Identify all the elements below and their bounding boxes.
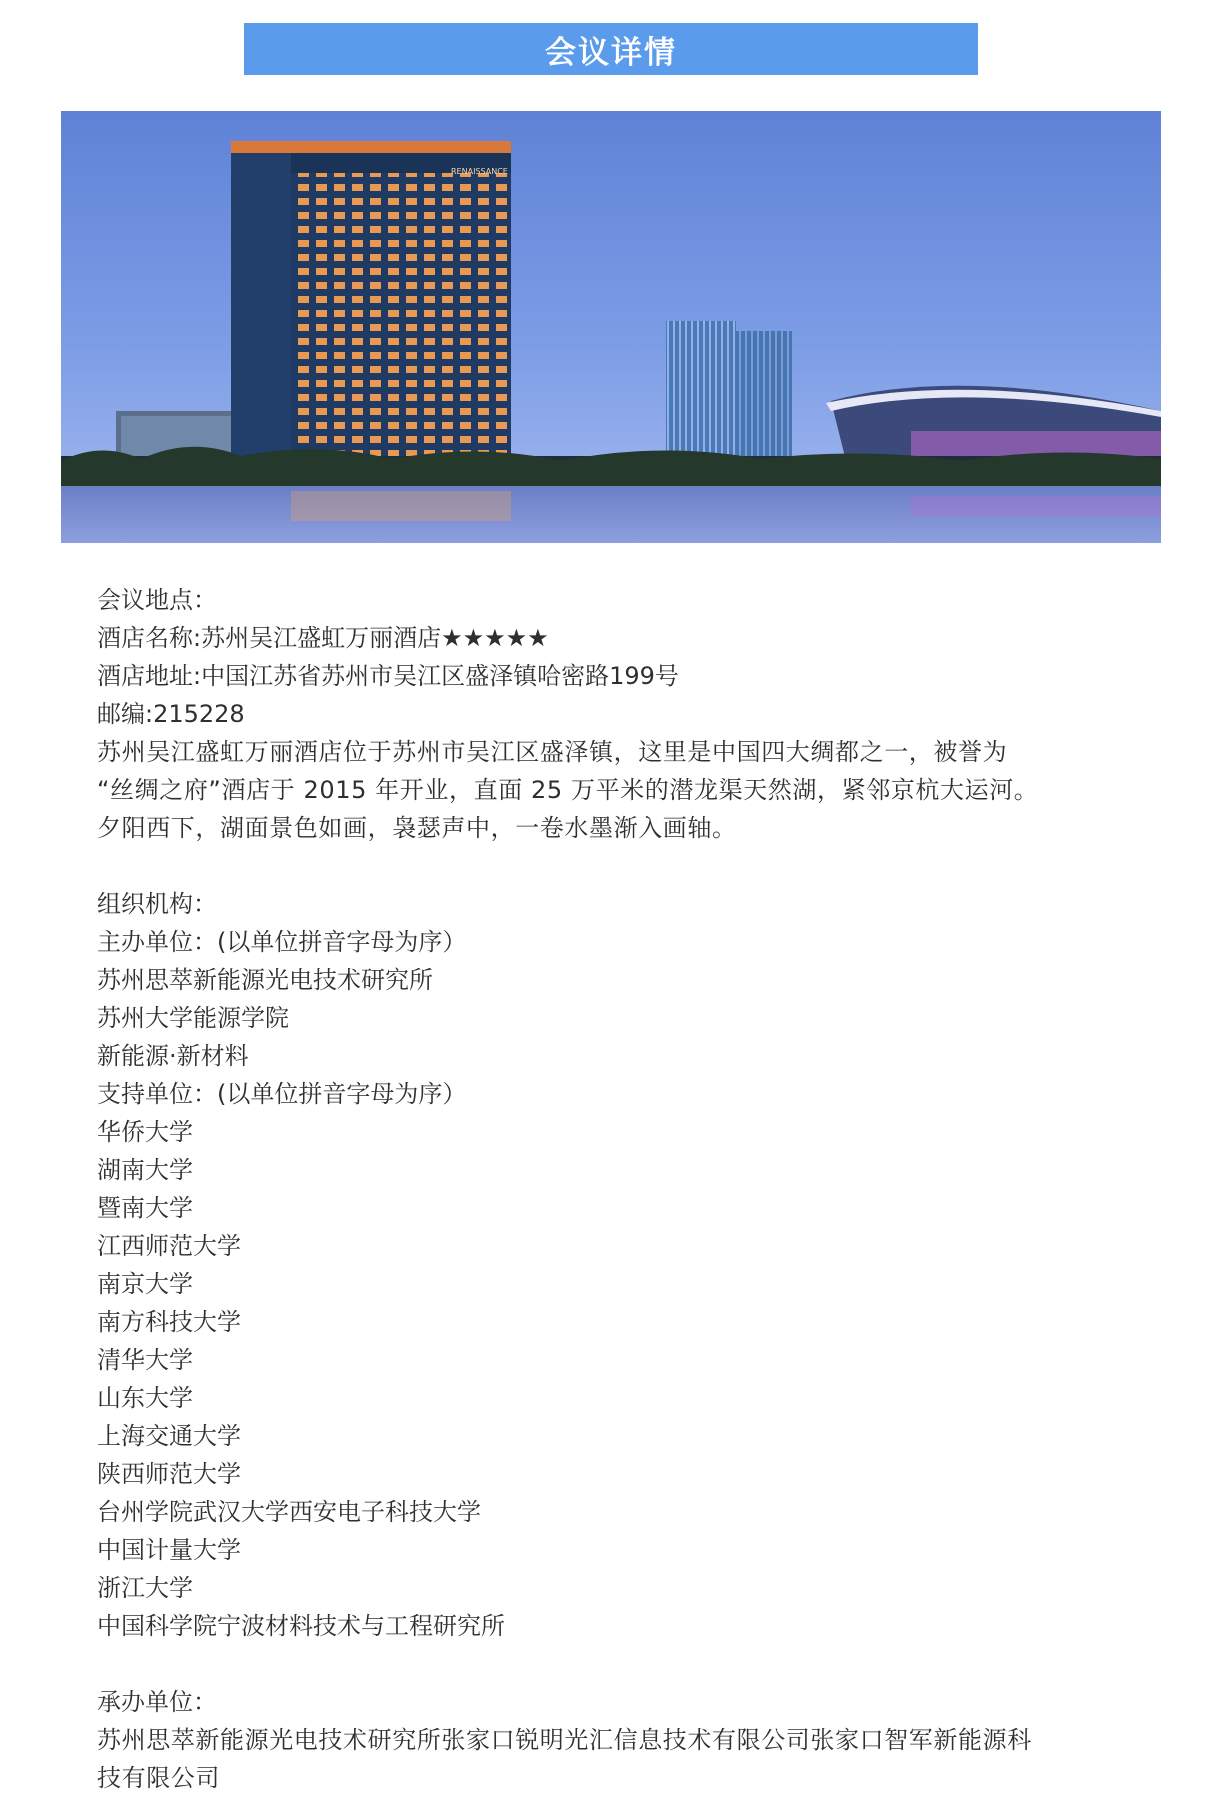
host-item: 苏州思萃新能源光电技术研究所 xyxy=(97,966,433,994)
spacer xyxy=(97,1645,1127,1683)
supporter-item: 上海交通大学 xyxy=(97,1422,241,1450)
supporter-item: 陕西师范大学 xyxy=(97,1460,241,1488)
section-header-banner xyxy=(244,23,978,75)
supporter-item: 暨南大学 xyxy=(97,1194,193,1222)
hotel-postcode: 邮编:215228 xyxy=(97,700,245,728)
host-heading: 主办单位：(以单位拼音字母为序） xyxy=(97,928,467,956)
organizer-heading: 承办单位： xyxy=(97,1688,217,1716)
article-body xyxy=(97,581,1127,1797)
supporter-item: 华侨大学 xyxy=(97,1118,193,1146)
supporter-item: 清华大学 xyxy=(97,1346,193,1374)
supporter-item: 浙江大学 xyxy=(97,1574,193,1602)
support-heading: 支持单位：(以单位拼音字母为序） xyxy=(97,1080,467,1108)
venue-heading: 会议地点： xyxy=(97,586,217,614)
supporter-item: 中国计量大学 xyxy=(97,1536,241,1564)
hotel-sign: RENAISSANCE xyxy=(451,167,508,176)
hotel-photo xyxy=(61,111,1161,543)
supporter-item: 南京大学 xyxy=(97,1270,193,1298)
supporter-item: 中国科学院宁波材料技术与工程研究所 xyxy=(97,1612,505,1640)
supporter-item: 南方科技大学 xyxy=(97,1308,241,1336)
supporter-item: 山东大学 xyxy=(97,1384,193,1412)
host-item: 新能源·新材料 xyxy=(97,1042,249,1070)
host-item: 苏州大学能源学院 xyxy=(97,1004,289,1032)
hotel-description: 苏州吴江盛虹万丽酒店位于苏州市吴江区盛泽镇，这里是中国四大绸都之一，被誉为 “丝绸之府”酒店于 2015 年开业，直面 25 万平米的潜龙渠天然湖，紧邻京杭大运河。 夕阳西下，湖面景色如画，袅瑟声中，一卷水墨渐入画轴。 xyxy=(97,738,1039,842)
supporter-item: 台州学院武汉大学西安电子科技大学 xyxy=(97,1498,481,1526)
supporter-item: 江西师范大学 xyxy=(97,1232,241,1260)
hotel-photo-illustration xyxy=(61,111,1161,543)
supporter-item: 湖南大学 xyxy=(97,1156,193,1184)
section-title: 会议详情 xyxy=(545,34,677,71)
hotel-address: 酒店地址:中国江苏省苏州市吴江区盛泽镇哈密路199号 xyxy=(97,662,679,690)
spacer xyxy=(97,847,1127,885)
organization-heading: 组织机构： xyxy=(97,890,217,918)
organizer-list: 苏州思萃新能源光电技术研究所张家口锐明光汇信息技术有限公司张家口智军新能源科 技有限公司 xyxy=(97,1726,1032,1792)
hotel-name: 酒店名称:苏州吴江盛虹万丽酒店★★★★★ xyxy=(97,624,549,652)
